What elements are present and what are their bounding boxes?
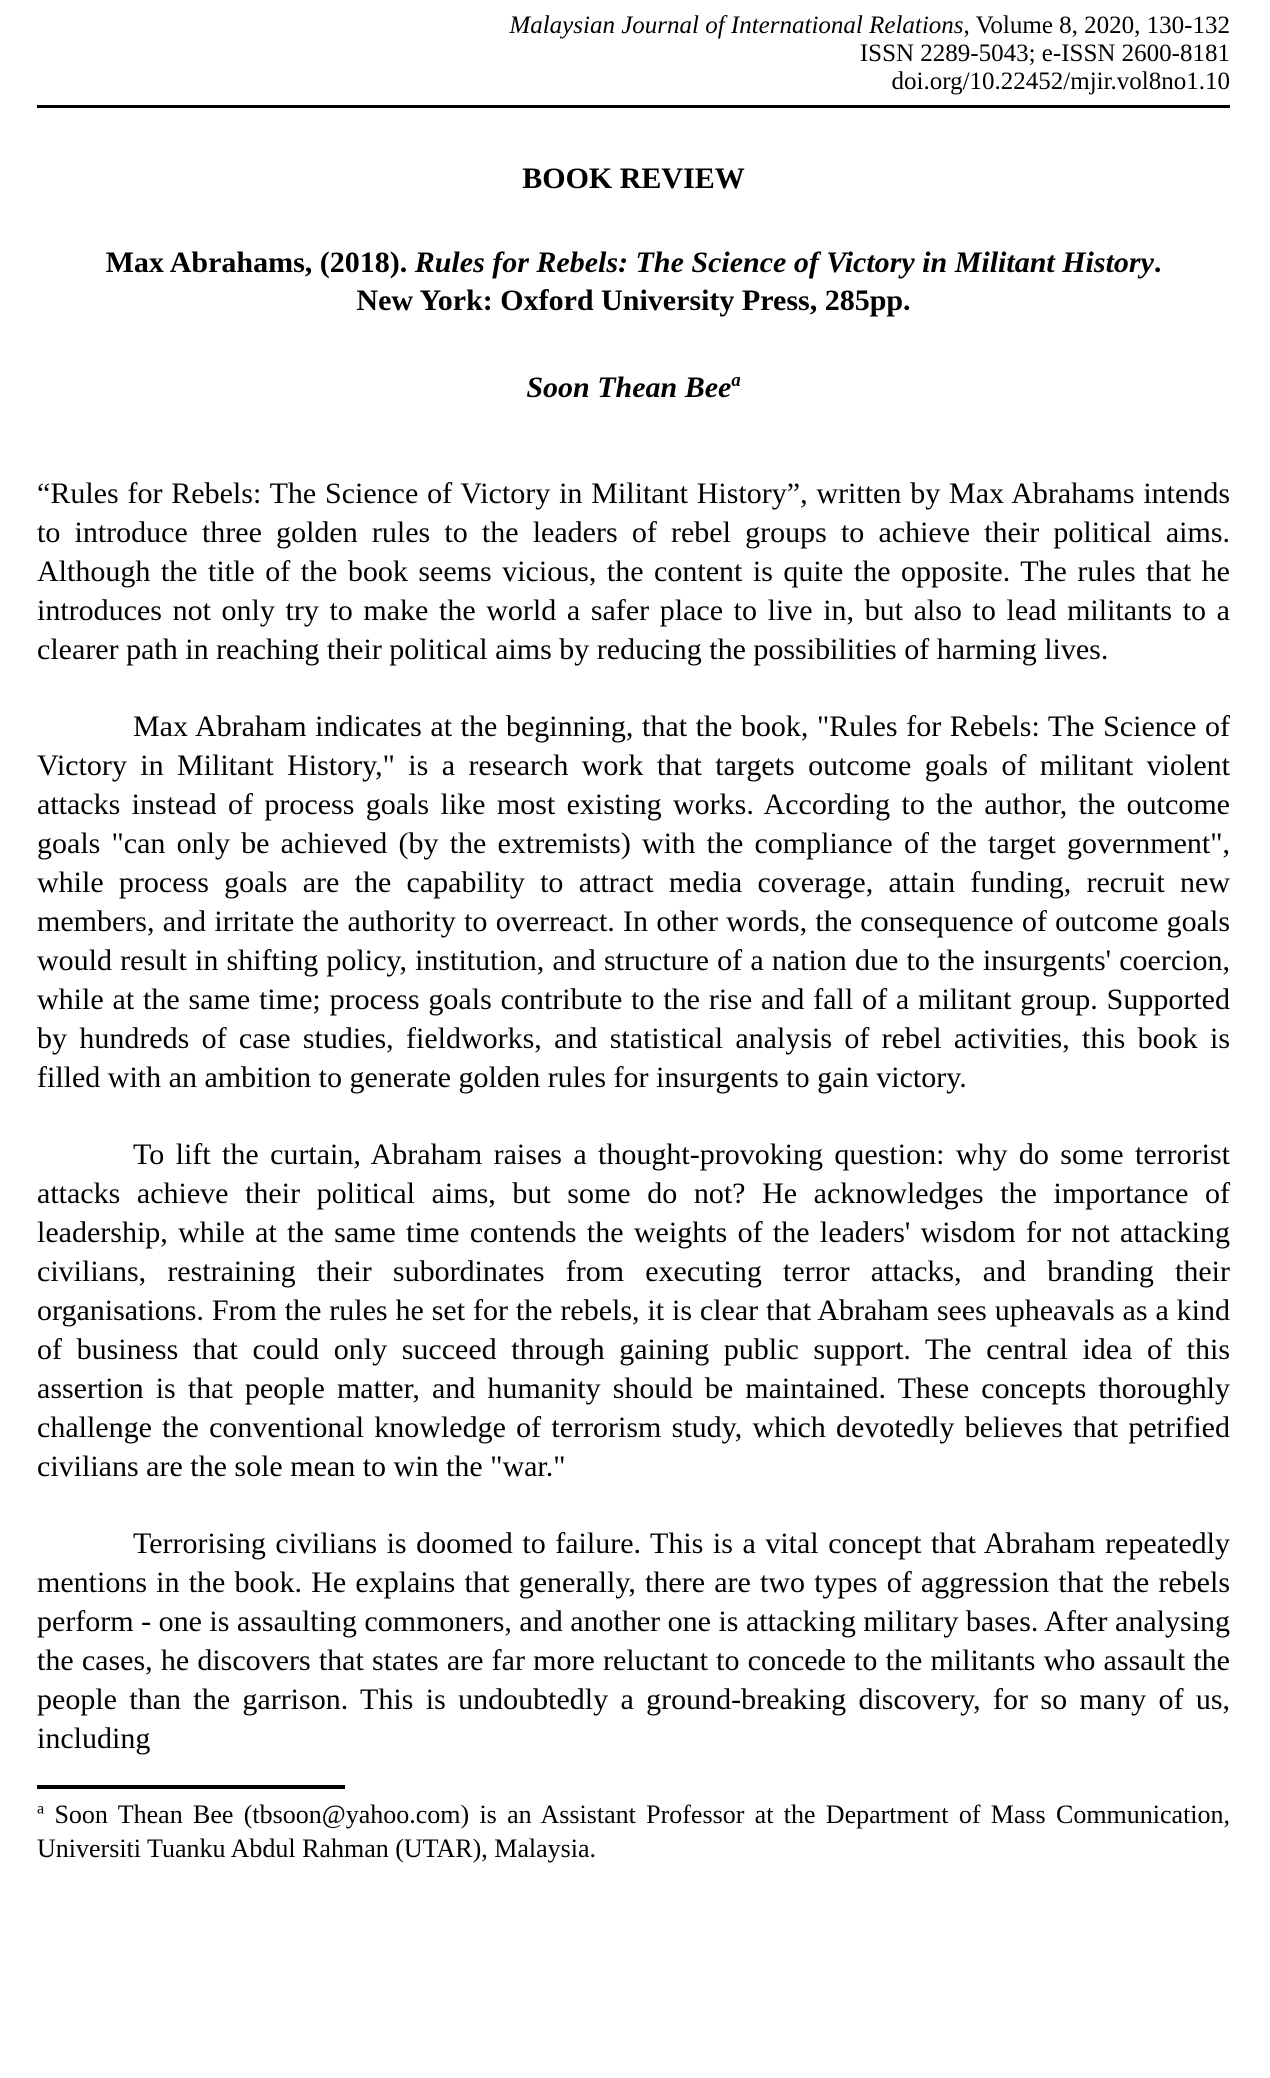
author-footnote-mark: a <box>731 370 741 391</box>
journal-header <box>37 12 1230 96</box>
footnote-text <box>37 1798 1230 1866</box>
citation-book-title: Rules for Rebels: The Science of Victory in Militant History <box>414 246 1154 279</box>
section-heading: BOOK REVIEW <box>522 162 745 195</box>
header-divider <box>37 105 1230 108</box>
footnote-divider <box>37 1785 345 1789</box>
citation-publisher: . New York: Oxford University Press, 285pp. <box>356 246 1162 317</box>
journal-volume-info: , Volume 8, 2020, 130-132 <box>963 12 1230 39</box>
journal-name: Malaysian Journal of International Relations <box>509 12 964 39</box>
journal-citation-line <box>37 12 1230 40</box>
book-citation <box>89 244 1179 320</box>
paragraph-2: Max Abraham indicates at the beginning, that the book, "Rules for Rebels: The Science of Victory in Militant History," is a research work that targets outcome goals of militant violent attacks instead of process goals like most existing works. According to the author, the outcome goals "can only be achieved (by the extremists) with the compliance of the target government", while process goals are the capability to attract media coverage, attain funding, recruit new members, and irritate the authority to overreact. In other words, the consequence of outcome goals would result in shifting policy, institution, and structure of a nation due to the insurgents' coercion, while at the same time; process goals contribute to the rise and fall of a militant group. Supported by hundreds of case studies, fieldworks, and statistical analysis of rebel activities, this book is filled with an ambition to generate golden rules for insurgents to gain victory. <box>37 710 1230 1094</box>
author-line <box>37 369 1230 407</box>
review-body <box>37 474 1230 1758</box>
citation-author-year: Max Abrahams, (2018). <box>105 246 415 279</box>
paragraph-4: Terrorising civilians is doomed to failure. This is a vital concept that Abraham repeatedly mentions in the book. He explains that generally, there are two types of aggression that the rebels perform - one is assaulting commoners, and another one is attacking military bases. After analysing the cases, he discovers that states are far more reluctant to concede to the militants who assault the people than the garrison. This is undoubtedly a ground-breaking discovery, for so many of us, including <box>37 1527 1231 1755</box>
paragraph-1: “Rules for Rebels: The Science of Victory in Militant History”, written by Max Abrahams intends to introduce three golden rules to the leaders of rebel groups to achieve their political aims. Although the title of the book seems vicious, the content is quite the opposite. The rules that he introduces not only try to make the world a safer place to live in, but also to lead militants to a clearer path in reaching their political aims by reducing the possibilities of harming lives. <box>37 477 1230 666</box>
footnote-body: Soon Thean Bee (tbsoon@yahoo.com) is an Assistant Professor at the Department of Mass Communication, Universiti Tuanku Abdul Rahman (UTAR), Malaysia. <box>37 1800 1231 1863</box>
doi-line: doi.org/10.22452/mjir.vol8no1.10 <box>891 68 1230 95</box>
issn-line: ISSN 2289-5043; e-ISSN 2600-8181 <box>859 40 1230 67</box>
footnote-mark: a <box>37 1800 45 1818</box>
author-name: Soon Thean Bee <box>526 371 732 404</box>
footnote-section <box>37 1785 1230 1866</box>
paragraph-3: To lift the curtain, Abraham raises a thought-provoking question: why do some terrorist attacks achieve their political aims, but some do not? He acknowledges the importance of leadership, while at the same time contends the weights of the leaders' wisdom for not attacking civilians, restraining their subordinates from executing terror attacks, and branding their organisations. From the rules he set for the rebels, it is clear that Abraham sees upheavals as a kind of business that could only succeed through gaining public support. The central idea of this assertion is that people matter, and humanity should be maintained. These concepts thoroughly challenge the conventional knowledge of terrorism study, which devotedly believes that petrified civilians are the sole mean to win the "war." <box>37 1138 1230 1483</box>
